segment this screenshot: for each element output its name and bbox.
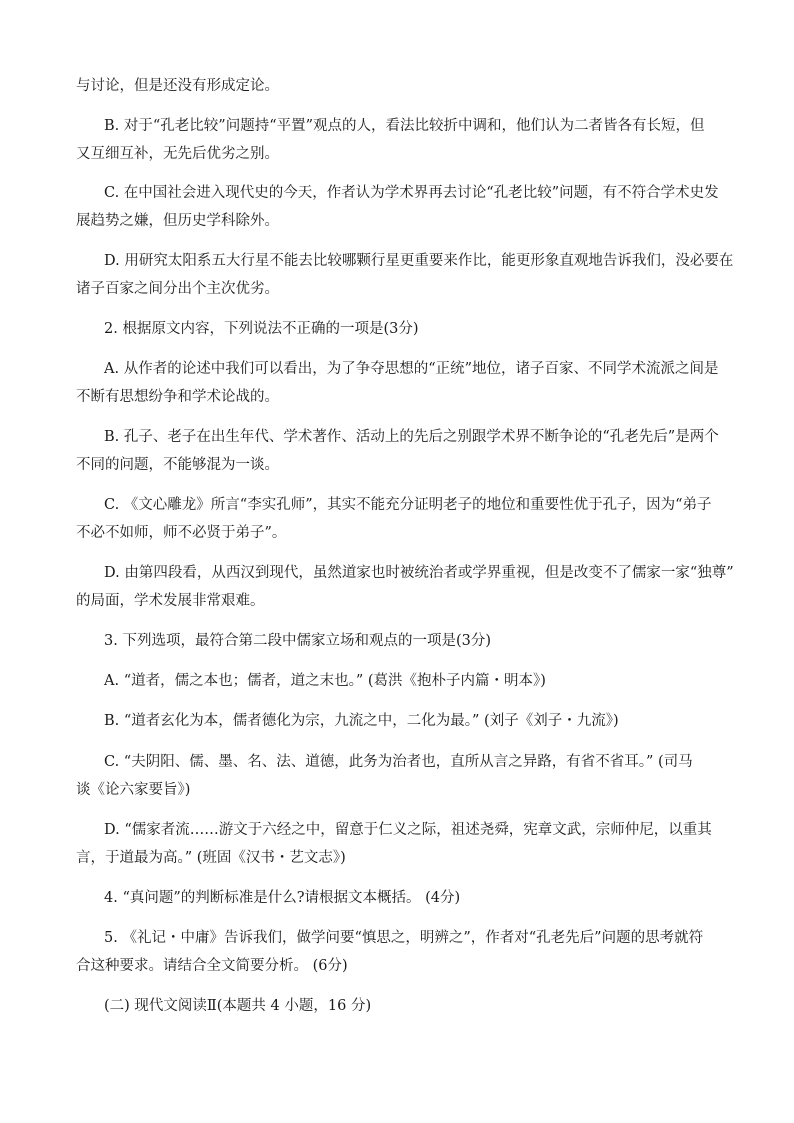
text-line: 诸子百家之间分出个主次优劣。 bbox=[76, 281, 279, 297]
text-line: 合这种要求。请结合全文简要分析。 (6分) bbox=[76, 958, 348, 974]
question-4 bbox=[76, 884, 724, 912]
text-line: 的局面，学术发展非常艰难。 bbox=[76, 593, 265, 609]
option-3d bbox=[76, 816, 724, 872]
paragraph-continuation bbox=[76, 72, 724, 100]
text-line: D. 用研究太阳系五大行星不能去比较哪颗行星更重要来作比，能更形象直观地告诉我们，没必要在 bbox=[104, 253, 734, 269]
text-line: 3. 下列选项，最符合第二段中儒家立场和观点的一项是(3分) bbox=[104, 633, 491, 649]
text-line: B. 对于“孔老比较”问题持“平置”观点的人，看法比较折中调和，他们认为二者皆各有长短，但 bbox=[104, 118, 705, 134]
text-line: 2. 根据原文内容，下列说法不正确的一项是(3分) bbox=[104, 321, 419, 337]
text-line: B. “道者玄化为本，儒者德化为宗，九流之中，二化为最。” (刘子《刘子・九流》) bbox=[104, 713, 619, 729]
option-3a bbox=[76, 667, 724, 695]
text-line: C. 《文心雕龙》所言“李实孔师”，其实不能充分证明老子的地位和重要性优于孔子，因为“弟子 bbox=[104, 497, 712, 513]
option-3c bbox=[76, 748, 724, 804]
text-line: D. 由第四段看，从西汉到现代，虽然道家也时被统治者或学界重视，但是改变不了儒家一家“独尊” bbox=[104, 565, 734, 581]
option-1c bbox=[76, 179, 724, 235]
option-2d bbox=[76, 559, 734, 615]
option-2c bbox=[76, 491, 724, 547]
question-5 bbox=[76, 924, 724, 980]
text-line: 展趋势之嫌，但历史学科除外。 bbox=[76, 213, 279, 229]
text-line: 言，于道最为高。” (班固《汉书・艺文志》) bbox=[76, 850, 346, 866]
option-2a bbox=[76, 355, 724, 411]
option-3b bbox=[76, 707, 724, 735]
text-line: 不同的问题，不能够混为一谈。 bbox=[76, 457, 279, 473]
text-line: 不必不如师，师不必贤于弟子”。 bbox=[76, 525, 287, 541]
text-line: 谈《论六家要旨》) bbox=[76, 782, 191, 798]
text-line: C. “夫阴阳、儒、墨、名、法、道德，此务为治者也，直所从言之异路，有省不省耳。” (司马 bbox=[104, 754, 693, 770]
text-line: 5. 《礼记・中庸》告诉我们，做学问要“慎思之，明辨之”，作者对“孔老先后”问题的思考就符 bbox=[104, 930, 704, 946]
text-line: 4. “真问题”的判断标准是什么?请根据文本概括。 (4分) bbox=[104, 890, 461, 906]
text-line: B. 孔子、老子在出生年代、学术著作、活动上的先后之别跟学术界不断争论的“孔老先后”是两个 bbox=[104, 429, 719, 445]
section-heading bbox=[76, 992, 724, 1020]
option-2b bbox=[76, 423, 724, 479]
question-3 bbox=[76, 627, 724, 655]
text-line: D. “儒家者流……游文于六经之中，留意于仁义之际，祖述尧舜，宪章文武，宗师仲尼，以重其 bbox=[104, 822, 712, 838]
option-1b bbox=[76, 112, 724, 168]
text-line: 与讨论，但是还没有形成定论。 bbox=[76, 78, 279, 94]
text-line: A. “道者，儒之本也；儒者，道之末也。” (葛洪《抱朴子内篇・明本》) bbox=[104, 673, 546, 689]
text-line: C. 在中国社会进入现代史的今天，作者认为学术界再去讨论“孔老比较”问题，有不符合学术史发 bbox=[104, 185, 719, 201]
text-line: (二) 现代文阅读Ⅱ(本题共 4 小题，16 分) bbox=[104, 998, 372, 1014]
text-line: 不断有思想纷争和学术论战的。 bbox=[76, 389, 279, 405]
text-line: 又互细互补，无先后优劣之别。 bbox=[76, 146, 279, 162]
question-2 bbox=[76, 315, 724, 343]
option-1d bbox=[76, 247, 734, 303]
text-line: A. 从作者的论述中我们可以看出，为了争夺思想的“正统”地位，诸子百家、不同学术流派之间是 bbox=[104, 361, 719, 377]
